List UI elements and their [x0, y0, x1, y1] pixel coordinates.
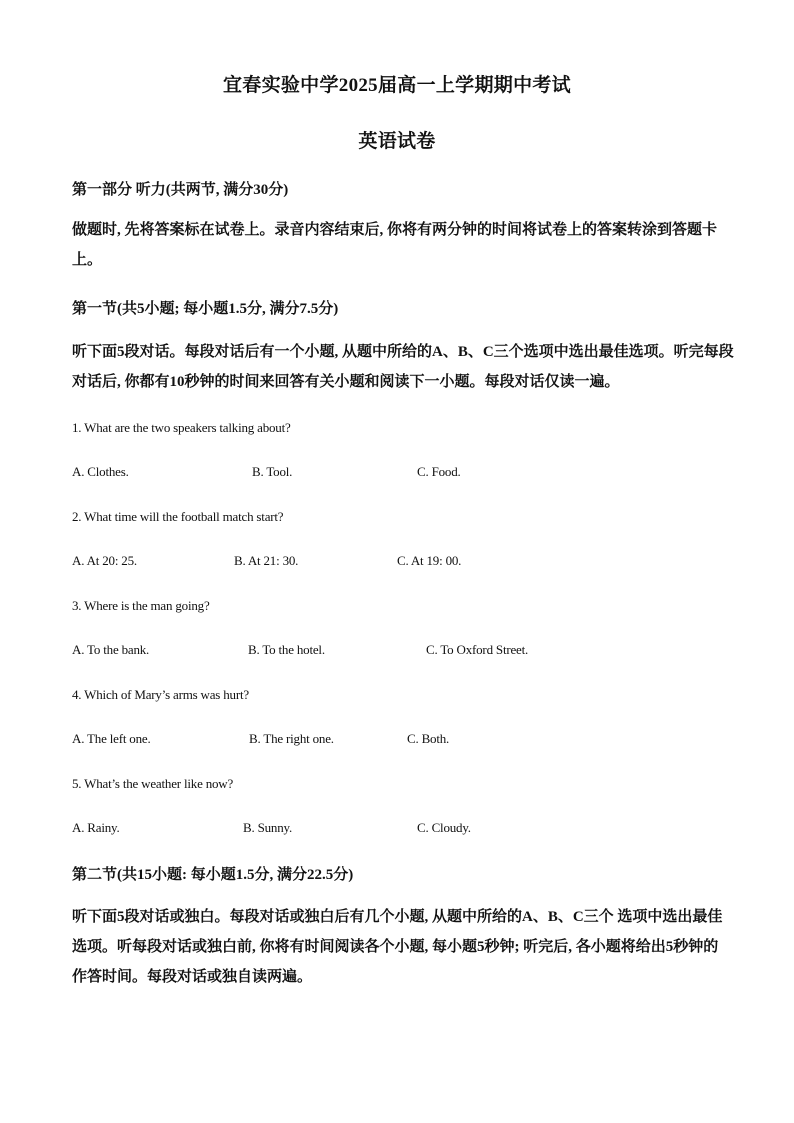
- option-b: B. Tool.: [252, 464, 293, 479]
- option-c: C. Cloudy.: [417, 820, 471, 835]
- question-stem: 1. What are the two speakers talking about?: [72, 420, 291, 435]
- part1-instructions: 做题时, 先将答案标在试卷上。录音内容结束后, 你将有两分钟的时间将试卷上的答案转涂到答题卡上。: [72, 222, 718, 268]
- option-a: A. At 20: 25.: [72, 553, 137, 568]
- option-a: A. Clothes.: [72, 464, 129, 479]
- option-a: A. Rainy.: [72, 820, 120, 835]
- option-c: C. To Oxford Street.: [426, 642, 529, 657]
- section1-instructions: 听下面5段对话。每段对话后有一个小题, 从题中所给的A、B、C三个选项中选出最佳选项。听完每段对话后, 你都有10秒钟的时间来回答有关小题和阅读下一小题。每段对话仅读一遍。: [72, 344, 734, 390]
- option-a: A. The left one.: [72, 731, 151, 746]
- question-stem: 4. Which of Mary’s arms was hurt?: [72, 687, 249, 702]
- option-a: A. To the bank.: [72, 642, 150, 657]
- option-c: C. Both.: [407, 731, 450, 746]
- section2-heading: 第二节(共15小题: 每小题1.5分, 满分22.5分): [72, 867, 354, 883]
- option-b: B. Sunny.: [243, 820, 293, 835]
- question-stem: 2. What time will the football match start?: [72, 509, 284, 524]
- option-c: C. Food.: [417, 464, 461, 479]
- exam-title: 宜春实验中学2025届高一上学期期中考试: [222, 75, 571, 96]
- exam-subtitle: 英语试卷: [358, 131, 436, 152]
- question-stem: 5. What’s the weather like now?: [72, 776, 234, 791]
- part1-heading: 第一部分 听力(共两节, 满分30分): [72, 182, 289, 198]
- section1-heading: 第一节(共5小题; 每小题1.5分, 满分7.5分): [72, 301, 339, 317]
- option-c: C. At 19: 00.: [397, 553, 462, 568]
- section2-instructions: 听下面5段对话或独白。每段对话或独白后有几个小题, 从题中所给的A、B、C三个 选项中选出最佳选项。听每段对话或独白前, 你将有时间阅读各个小题, 每小题5秒钟; 听完后, 各小题将给出5秒钟的作答时间。每段对话或独自读两遍。: [72, 909, 723, 985]
- option-b: B. The right one.: [249, 731, 334, 746]
- option-b: B. At 21: 30.: [234, 553, 299, 568]
- question-stem: 3. Where is the man going?: [72, 598, 210, 613]
- option-b: B. To the hotel.: [248, 642, 325, 657]
